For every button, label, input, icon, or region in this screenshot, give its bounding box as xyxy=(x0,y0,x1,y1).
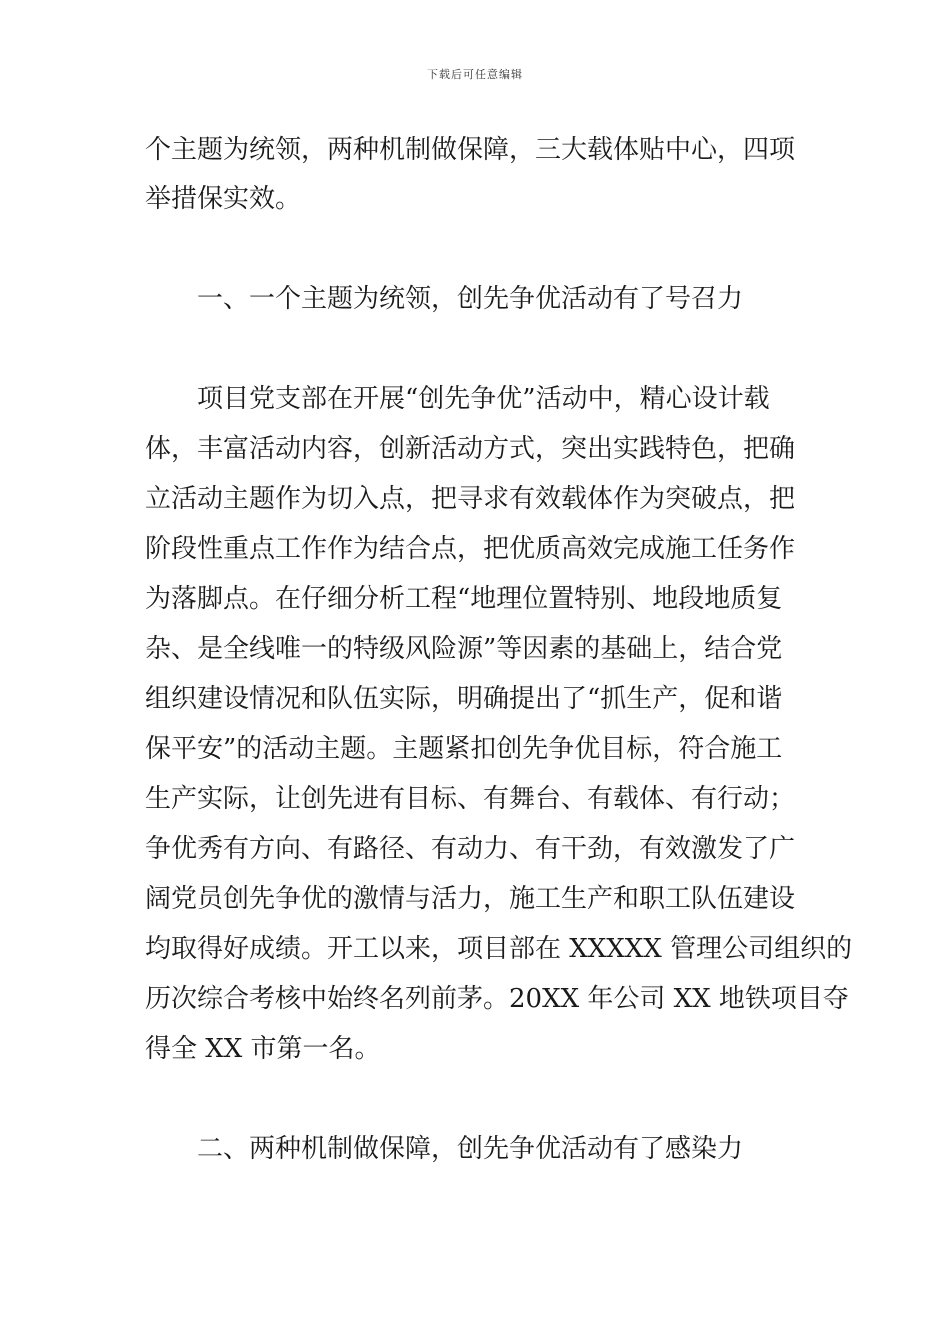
body-line: 阶段性重点工作作为结合点，把优质高效完成施工任务作 xyxy=(145,534,796,564)
body-line: 历次综合考核中始终名列前茅。20XX 年公司 XX 地铁项目夺 xyxy=(145,984,849,1014)
body-line: 保平安”的活动主题。主题紧扣创先争优目标，符合施工 xyxy=(145,734,783,764)
body-line: 均取得好成绩。开工以来，项目部在 XXXXX 管理公司组织的 xyxy=(145,934,853,964)
body-line: 得全 XX 市第一名。 xyxy=(145,1034,381,1064)
body-line: 立活动主题作为切入点，把寻求有效载体作为突破点，把 xyxy=(145,484,796,514)
body-line: 个主题为统领，两种机制做保障，三大载体贴中心，四项 xyxy=(145,135,796,165)
body-line: 组织建设情况和队伍实际，明确提出了“抓生产，促和谐 xyxy=(145,684,783,714)
body-line: 体，丰富活动内容，创新活动方式，突出实践特色，把确 xyxy=(145,434,796,464)
body-line: 为落脚点。在仔细分析工程“地理位置特别、地段地质复 xyxy=(145,584,783,614)
body-line: 举措保实效。 xyxy=(145,184,302,214)
body-line: 项目党支部在开展“创先争优”活动中，精心设计载 xyxy=(197,384,770,414)
section-heading-1: 一、一个主题为统领，创先争优活动有了号召力 xyxy=(197,284,744,314)
body-line: 杂、是全线唯一的特级风险源”等因素的基础上，结合党 xyxy=(145,634,783,664)
body-line: 争优秀有方向、有路径、有动力、有干劲，有效激发了广 xyxy=(145,834,796,864)
body-line: 阔党员创先争优的激情与活力，施工生产和职工队伍建设 xyxy=(145,884,796,914)
body-line: 生产实际，让创先进有目标、有舞台、有载体、有行动； xyxy=(145,784,796,814)
section-heading-2: 二、两种机制做保障，创先争优活动有了感染力 xyxy=(197,1134,744,1164)
page-header: 下载后可任意编辑 xyxy=(427,68,523,81)
